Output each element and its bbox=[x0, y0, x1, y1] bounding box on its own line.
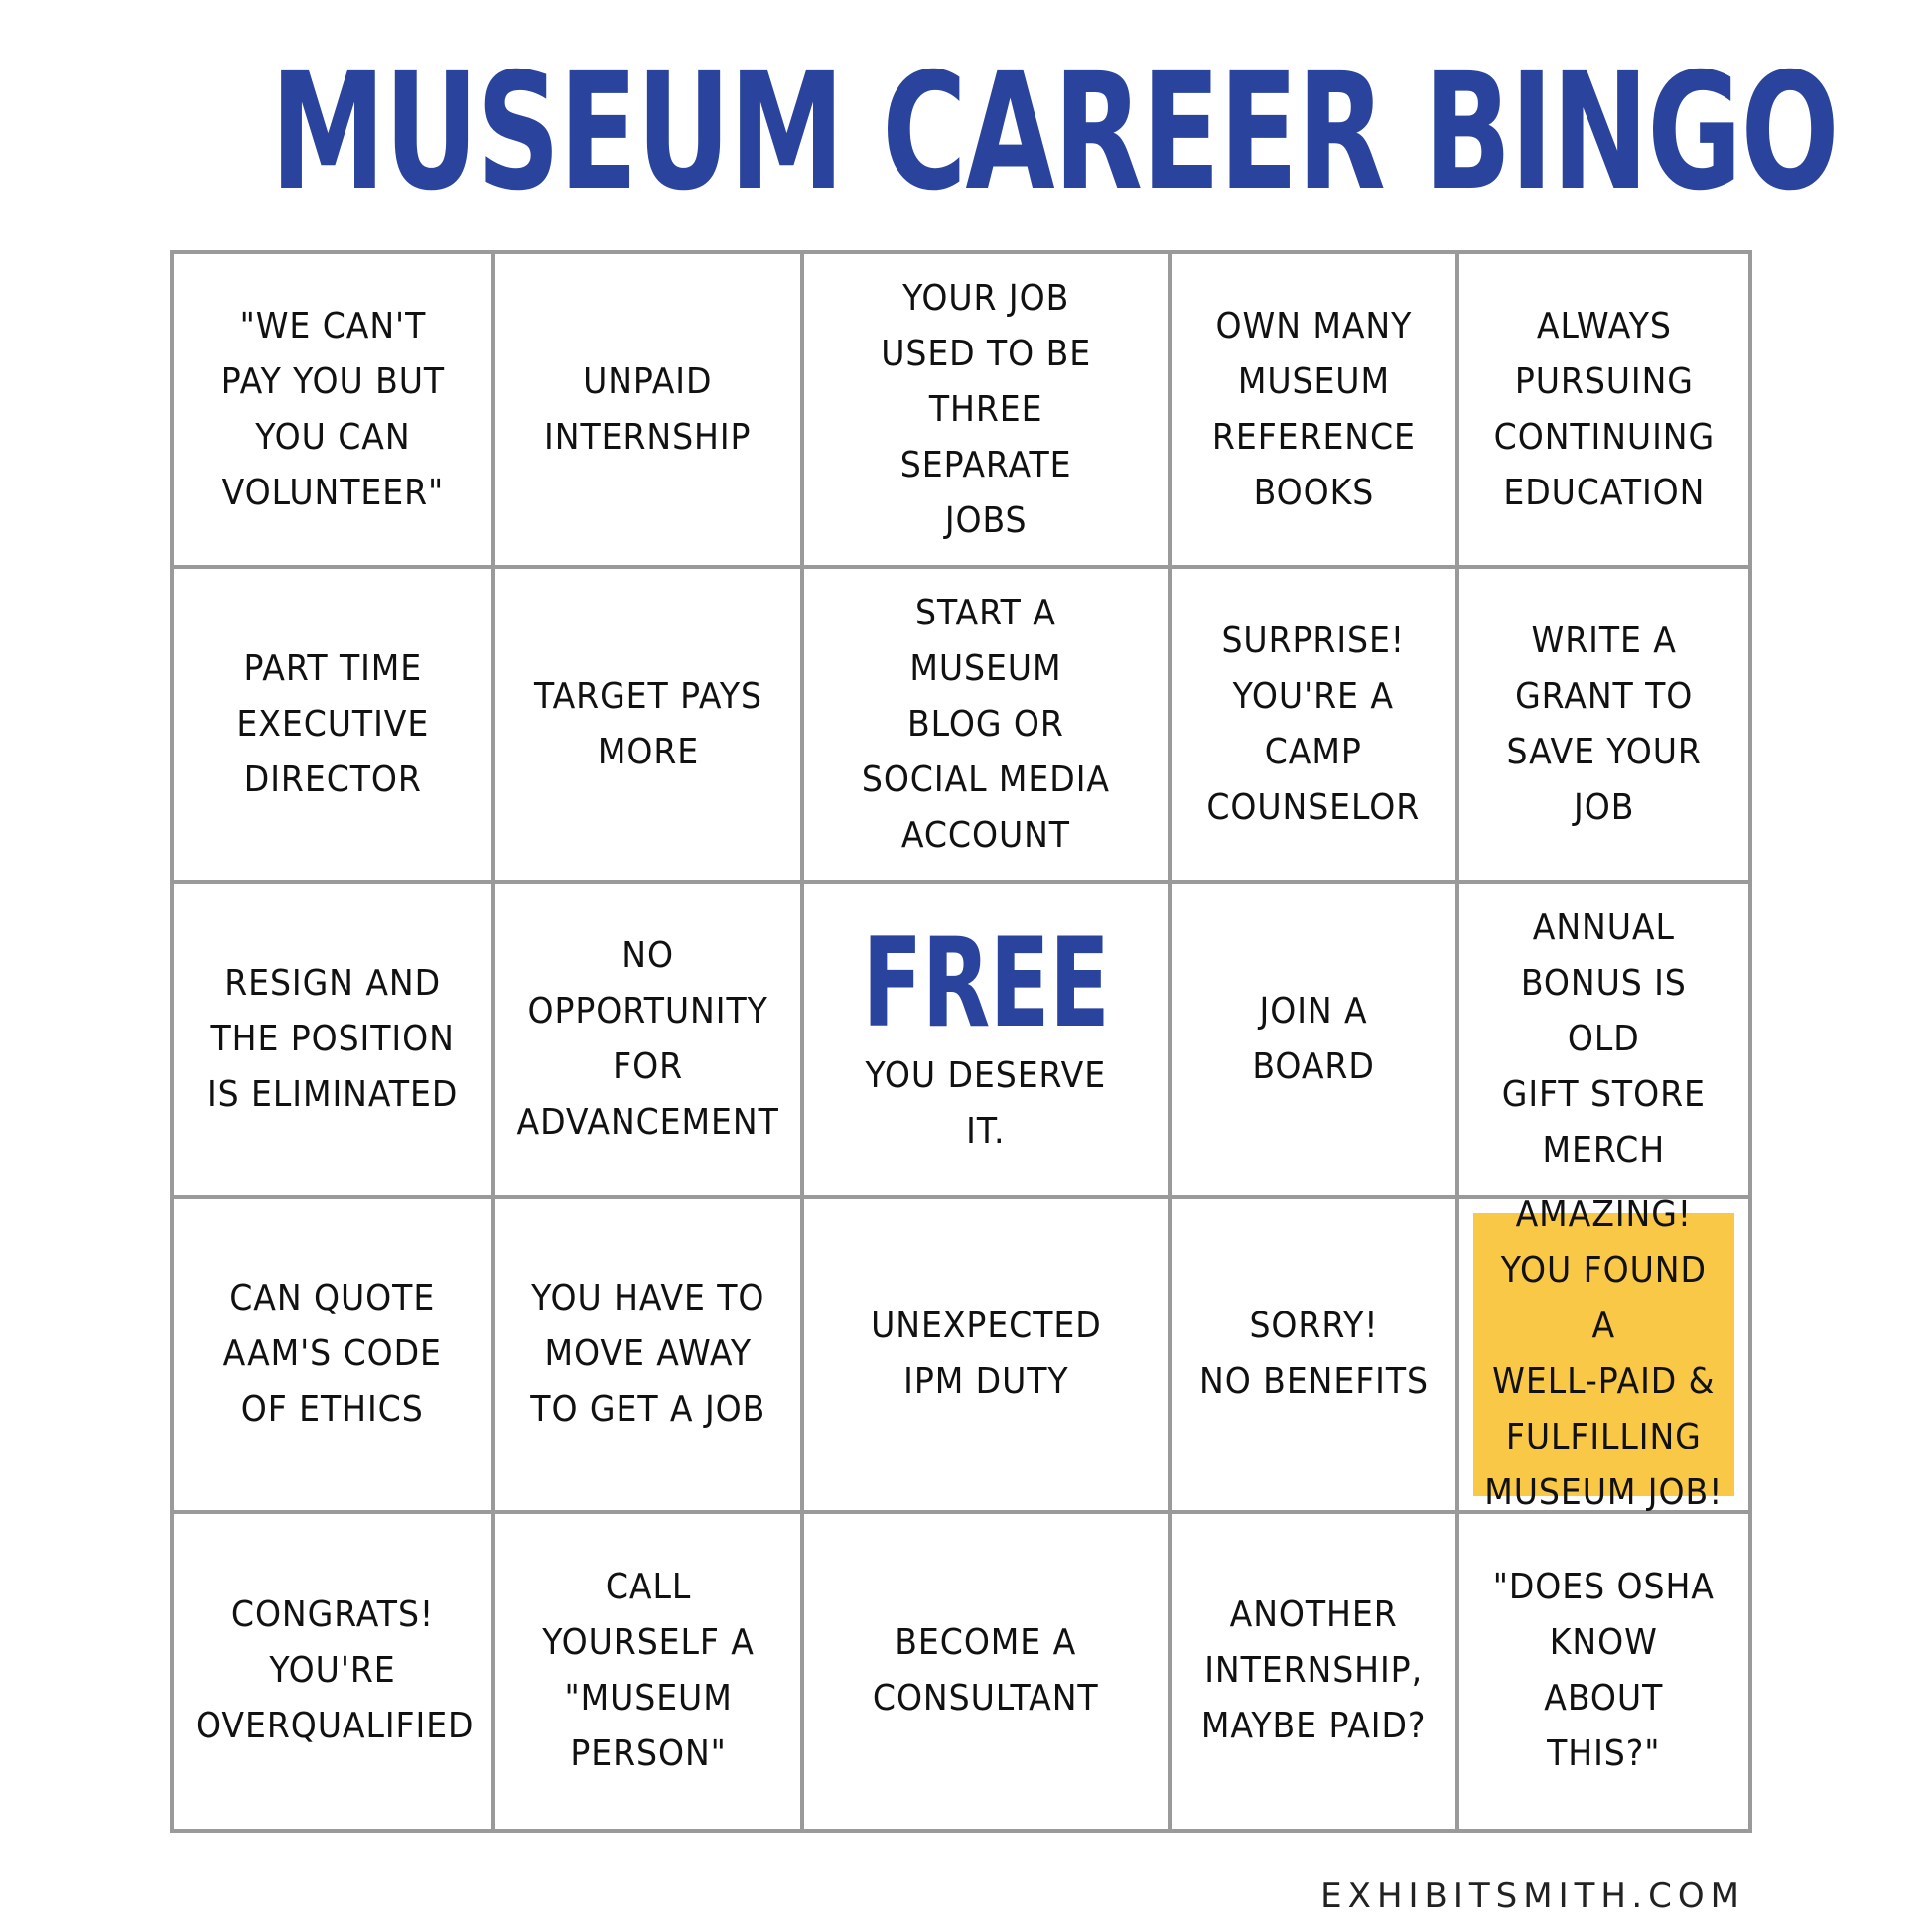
page-title: MUSEUM CAREER BINGO bbox=[270, 40, 1839, 226]
cell-text: CONGRATS! YOU'RE OVERQUALIFIED bbox=[196, 1594, 475, 1747]
cell-text: AMAZING! YOU FOUND A WELL-PAID & FULFILLING MUSEUM JOB! bbox=[1484, 1194, 1724, 1514]
bingo-cell bbox=[495, 884, 804, 1198]
cell-text: BECOME A CONSULTANT bbox=[873, 1622, 1099, 1720]
bingo-cell bbox=[495, 1199, 804, 1514]
bingo-cell bbox=[1172, 1514, 1460, 1829]
cell-text: CAN QUOTE AAM'S CODE OF ETHICS bbox=[222, 1278, 443, 1431]
bingo-cell bbox=[174, 254, 495, 569]
cell-text: TARGET PAYS MORE bbox=[533, 675, 762, 772]
bingo-cell bbox=[495, 569, 804, 884]
cell-text: UNEXPECTED IPM DUTY bbox=[870, 1306, 1102, 1403]
cell-text: "WE CAN'T PAY YOU BUT YOU CAN VOLUNTEER" bbox=[220, 305, 445, 513]
bingo-cell bbox=[1459, 569, 1748, 884]
cell-text: SORRY! NO BENEFITS bbox=[1198, 1306, 1429, 1403]
free-space bbox=[814, 911, 1158, 1160]
bingo-cell bbox=[804, 254, 1172, 569]
cell-text: CALL YOURSELF A "MUSEUM PERSON" bbox=[541, 1567, 755, 1775]
bingo-cell bbox=[174, 569, 495, 884]
cell-text: RESIGN AND THE POSITION IS ELIMINATED bbox=[207, 962, 459, 1115]
cell-text: ANOTHER INTERNSHIP, MAYBE PAID? bbox=[1200, 1594, 1427, 1747]
bingo-cell bbox=[804, 569, 1172, 884]
bingo-cell bbox=[1172, 254, 1460, 569]
bingo-cell bbox=[174, 884, 495, 1198]
bingo-cell bbox=[804, 1199, 1172, 1514]
bingo-cell bbox=[1459, 884, 1748, 1198]
cell-text: JOIN A BOARD bbox=[1252, 990, 1375, 1087]
cell-text: START A MUSEUM BLOG OR SOCIAL MEDIA ACCOUNT bbox=[861, 592, 1111, 856]
cell-text: PART TIME EXECUTIVE DIRECTOR bbox=[236, 647, 429, 800]
bingo-cell bbox=[804, 1514, 1172, 1829]
cell-text: OWN MANY MUSEUM REFERENCE BOOKS bbox=[1211, 305, 1416, 513]
bingo-cell bbox=[1172, 569, 1460, 884]
cell-text: "DOES OSHA KNOW ABOUT THIS?" bbox=[1493, 1567, 1716, 1775]
cell-text: ANNUAL BONUS IS OLD GIFT STORE MERCH bbox=[1502, 906, 1707, 1171]
free-space-cell bbox=[804, 884, 1172, 1198]
free-space-caption: YOU DESERVE IT. bbox=[865, 1054, 1107, 1152]
footer-site-name: EXHIBITSMITH.COM bbox=[1320, 1876, 1745, 1916]
bingo-cell bbox=[1459, 254, 1748, 569]
cell-text: YOU HAVE TO MOVE AWAY TO GET A JOB bbox=[530, 1278, 766, 1431]
bingo-board bbox=[170, 250, 1752, 1833]
cell-text: YOUR JOB USED TO BE THREE SEPARATE JOBS bbox=[881, 277, 1091, 541]
bingo-cell bbox=[1172, 1199, 1460, 1514]
bingo-cell bbox=[1459, 1514, 1748, 1829]
cell-text: NO OPPORTUNITY FOR ADVANCEMENT bbox=[516, 934, 779, 1143]
bingo-cell bbox=[174, 1514, 495, 1829]
cell-text: ALWAYS PURSUING CONTINUING EDUCATION bbox=[1493, 305, 1715, 513]
highlighted-bingo-cell bbox=[1459, 1194, 1748, 1514]
bingo-cell bbox=[174, 1199, 495, 1514]
bingo-cell bbox=[495, 254, 804, 569]
highlight-box bbox=[1473, 1194, 1734, 1514]
bingo-cell bbox=[1172, 884, 1460, 1198]
cell-text: SURPRISE! YOU'RE A CAMP COUNSELOR bbox=[1206, 620, 1421, 828]
cell-text: WRITE A GRANT TO SAVE YOUR JOB bbox=[1506, 620, 1702, 828]
bingo-cell bbox=[495, 1514, 804, 1829]
cell-text: UNPAID INTERNSHIP bbox=[544, 360, 752, 458]
free-space-title: FREE bbox=[862, 911, 1110, 1055]
